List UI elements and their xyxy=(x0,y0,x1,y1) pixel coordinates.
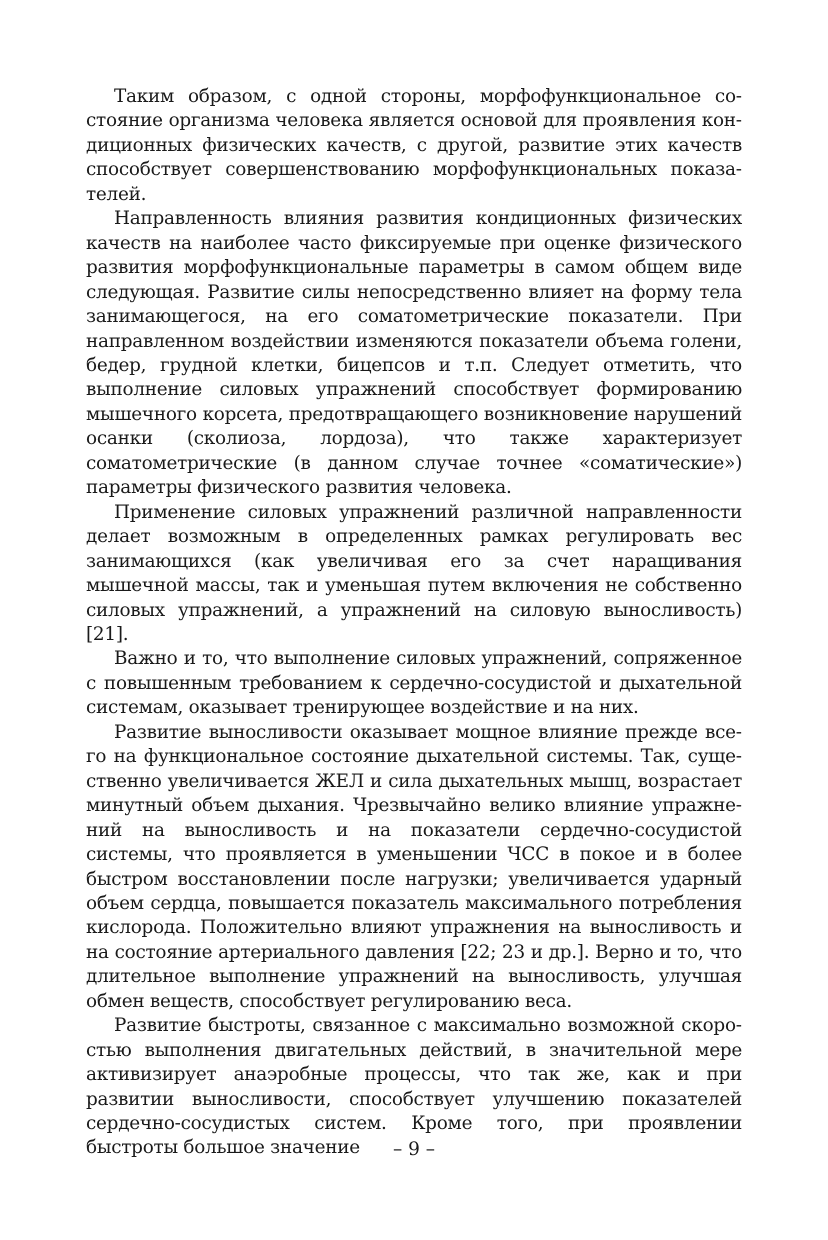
paragraph-1: Таким образом, с одной стороны, морфофункциональное состояние организма человека является основой для проявления кондиционных физических качеств, с другой, развитие этих качеств способствует совершенствованию морфофункциональных показателей. xyxy=(86,86,742,205)
paragraph-4: Важно и то, что выполнение силовых упражнений, сопряженное с повышенным требованием к сердечно-сосудистой и дыхательной системам, оказывает тренирующее воздействие и на них. xyxy=(86,648,742,719)
paragraph-5: Развитие выносливости оказывает мощное влияние прежде всего на функциональное состояние дыхательной системы. Так, существенно увеличивается ЖЕЛ и сила дыхательных мышц, возрастает минутный объем дыхания. Чрезвычайно велико влияние упражнений на выносливость и на показатели сердечно-сосудистой системы, что проявляется в уменьшении ЧСС в покое и в более быстром восстановлении после нагрузки; увеличивается ударный объем сердца, повышается показатель максимального потребления кислорода. Положительно влияют упражнения на выносливость и на состояние артериального давления [22; 23 и др.]. Верно и то, что длительное выполнение упражнений на выносливость, улучшая обмен веществ, способствует регулированию веса. xyxy=(86,721,742,1012)
page-body-text xyxy=(86,85,742,1161)
paragraph-2: Направленность влияния развития кондиционных физических качеств на наиболее часто фиксируемые при оценке физического развития морфофункциональные параметры в самом общем виде следующая. Развитие силы непосредственно влияет на форму тела занимающегося, на его соматометрические показатели. При направленном воздействии изменяются показатели объема голени, бедер, грудной клетки, бицепсов и т.п. Следует отметить, что выполнение силовых упражнений способствует формированию мышечного корсета, предотвращающего возникновение нарушений осанки (сколиоза, лордоза), что также характеризует соматометрические (в данном случае точнее «соматические») параметры физического развития человека. xyxy=(86,208,742,499)
paragraph-3: Применение силовых упражнений различной направленности делает возможным в определенных рамках регулировать вес занимающихся (как увеличивая его за счет наращивания мышечной массы, так и уменьшая путем включения не собственно силовых упражнений, а упражнений на силовую выносливость) [21]. xyxy=(86,501,742,645)
paragraph-6: Развитие быстроты, связанное с максимально возможной скоростью выполнения двигательных действий, в значительной мере активизирует анаэробные процессы, что так же, как и при развитии выносливости, способствует улучшению показателей сердечно-сосудистых систем. Кроме того, при проявлении быстроты большое значение xyxy=(86,1015,742,1159)
page-number: – 9 – xyxy=(392,1139,436,1160)
